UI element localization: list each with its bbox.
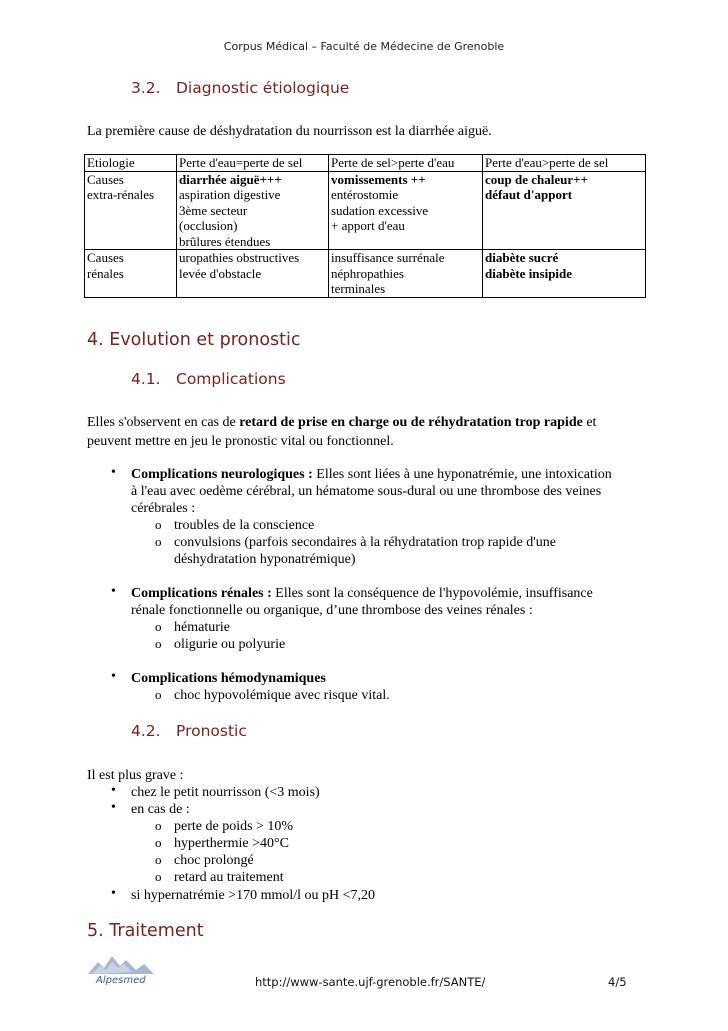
neuro-sub-text: déshydratation hyponatrémique) bbox=[174, 552, 356, 567]
cell-line: Causes bbox=[87, 250, 124, 265]
bullet-mark: • bbox=[111, 669, 116, 684]
sub-bullet-mark: o bbox=[155, 818, 162, 833]
section-4-title: 4. Evolution et pronostic bbox=[87, 330, 301, 350]
logo-text: Alpesmed bbox=[96, 975, 146, 986]
sub-bullet-mark: o bbox=[155, 835, 162, 850]
sub-bullet-mark: o bbox=[155, 517, 162, 532]
cell-line: brûlures étendues bbox=[179, 233, 271, 249]
neuro-sub-text: convulsions (parfois secondaires à la réhydratation trop rapide d'une bbox=[174, 535, 556, 550]
cell-line: insuffisance surrénale bbox=[331, 250, 445, 265]
table-cell bbox=[177, 171, 329, 250]
cell-line-bold: coup de chaleur++ bbox=[485, 171, 588, 187]
complications-intro bbox=[87, 413, 667, 432]
cell-line: néphropathies bbox=[331, 265, 404, 281]
cell-line: sudation excessive bbox=[331, 202, 429, 218]
bullet-mark: • bbox=[111, 800, 116, 815]
cell-line: aspiration digestive bbox=[179, 187, 281, 202]
etiology-table bbox=[84, 154, 646, 298]
table-cell bbox=[177, 250, 329, 298]
cell-line: (occlusion) bbox=[179, 218, 238, 233]
cell-line-bold: diabète sucré bbox=[485, 250, 559, 265]
table-header-row bbox=[85, 155, 646, 172]
sub-bullet-mark: o bbox=[155, 687, 162, 702]
section-4-2-number: 4.2. bbox=[131, 722, 161, 740]
section-3-2-number: 3.2. bbox=[131, 79, 161, 97]
complications-intro-line2: peuvent mettre en jeu le pronostic vital ou fonctionnel. bbox=[87, 434, 394, 449]
renal-sub-item: oligurie ou polyurie bbox=[174, 637, 286, 652]
section-4-1-number: 4.1. bbox=[131, 370, 161, 388]
neuro-sub-item bbox=[174, 534, 634, 568]
prognosis-sub-item: retard au traitement bbox=[174, 870, 284, 885]
prognosis-sub-item: choc prolongé bbox=[174, 853, 254, 868]
cell-line: terminales bbox=[331, 281, 386, 296]
hemo-complications: Complications hémodynamiques bbox=[131, 671, 326, 686]
renal-sub-item: hématurie bbox=[174, 620, 230, 635]
section-5-title: 5. Traitement bbox=[87, 921, 204, 941]
sub-bullet-mark: o bbox=[155, 619, 162, 634]
prognosis-item: chez le petit nourrisson (<3 mois) bbox=[131, 785, 320, 800]
prognosis-sub-item: perte de poids > 10% bbox=[174, 819, 294, 834]
bullet-mark: • bbox=[111, 465, 116, 480]
sub-bullet-mark: o bbox=[155, 852, 162, 867]
bullet-mark: • bbox=[111, 886, 116, 901]
sub-bullet-mark: o bbox=[155, 636, 162, 651]
cell-line: rénales bbox=[87, 265, 124, 281]
cell-line: extra-rénales bbox=[87, 187, 155, 202]
table-cell bbox=[483, 171, 646, 250]
table-cell bbox=[85, 171, 177, 250]
cell-line: uropathies obstructives bbox=[179, 250, 300, 265]
renal-text: rénale fonctionnelle ou organique, d’une thrombose des veines rénales : bbox=[131, 603, 533, 618]
prognosis-sub-item: hyperthermie >40°C bbox=[174, 836, 289, 851]
cell-line: + apport d'eau bbox=[331, 218, 405, 233]
cell-line: entérostomie bbox=[331, 187, 399, 202]
page-header: Corpus Médical – Faculté de Médecine de Grenoble bbox=[223, 40, 505, 53]
section-3-2-title: Diagnostic étiologique bbox=[176, 79, 350, 97]
neuro-lead: Complications neurologiques : bbox=[131, 467, 313, 482]
table-cell bbox=[483, 250, 646, 298]
neuro-sub-item: troubles de la conscience bbox=[174, 518, 315, 533]
cell-line-bold: diabète insipide bbox=[485, 265, 573, 281]
neuro-text: Elles sont liées à une hyponatrémie, une intoxication bbox=[312, 467, 612, 482]
renal-complications bbox=[131, 585, 631, 619]
prognosis-intro: Il est plus grave : bbox=[87, 768, 184, 783]
prognosis-item: si hypernatrémie >170 mmol/l ou pH <7,20 bbox=[131, 888, 376, 903]
cell-line: levée d'obstacle bbox=[179, 265, 262, 281]
table-cell bbox=[329, 250, 483, 298]
table-header-cell: Perte d'eau=perte de sel bbox=[177, 155, 329, 172]
neuro-text: cérébrales : bbox=[131, 501, 196, 516]
intro-emphasis: retard de prise en charge ou de réhydratation trop rapide bbox=[239, 415, 583, 430]
renal-text: Elles sont la conséquence de l'hypovolémie, insuffisance bbox=[271, 586, 593, 601]
cell-line: Causes bbox=[87, 171, 124, 187]
intro-text: et bbox=[582, 415, 597, 430]
renal-lead: Complications rénales : bbox=[131, 586, 272, 601]
section-4-1-title: Complications bbox=[176, 370, 286, 388]
hemo-sub-item: choc hypovolémique avec risque vital. bbox=[174, 688, 390, 703]
intro-text: Elles s'observent en cas de bbox=[87, 415, 240, 430]
bullet-mark: • bbox=[111, 584, 116, 599]
footer-url: http://www-sante.ujf-grenoble.fr/SANTE/ bbox=[255, 975, 486, 989]
cell-line-bold: diarrhée aiguë+++ bbox=[179, 171, 282, 187]
table-row bbox=[85, 171, 646, 250]
table-cell bbox=[329, 171, 483, 250]
page-number: 4/5 bbox=[608, 975, 627, 989]
bullet-mark: • bbox=[111, 783, 116, 798]
neuro-text: à l'eau avec oedème cérébral, un hématome sous-dural ou une thrombose des veines bbox=[131, 484, 602, 499]
cell-line-bold: vomissements ++ bbox=[331, 171, 426, 187]
cell-line-bold: défaut d'apport bbox=[485, 187, 573, 202]
intro-paragraph: La première cause de déshydratation du nourrisson est la diarrhée aiguë. bbox=[87, 124, 492, 139]
sub-bullet-mark: o bbox=[155, 869, 162, 884]
section-4-2-title: Pronostic bbox=[176, 722, 247, 740]
table-cell bbox=[85, 250, 177, 298]
table-header-cell: Perte d'eau>perte de sel bbox=[483, 155, 646, 172]
cell-line: 3ème secteur bbox=[179, 202, 248, 218]
table-row bbox=[85, 250, 646, 298]
neuro-complications bbox=[131, 466, 631, 517]
table-header-cell: Perte de sel>perte d'eau bbox=[329, 155, 483, 172]
prognosis-item: en cas de : bbox=[131, 802, 190, 817]
table-header-cell: Etiologie bbox=[85, 155, 177, 172]
alpesmed-logo bbox=[88, 952, 158, 988]
sub-bullet-mark: o bbox=[155, 534, 162, 549]
